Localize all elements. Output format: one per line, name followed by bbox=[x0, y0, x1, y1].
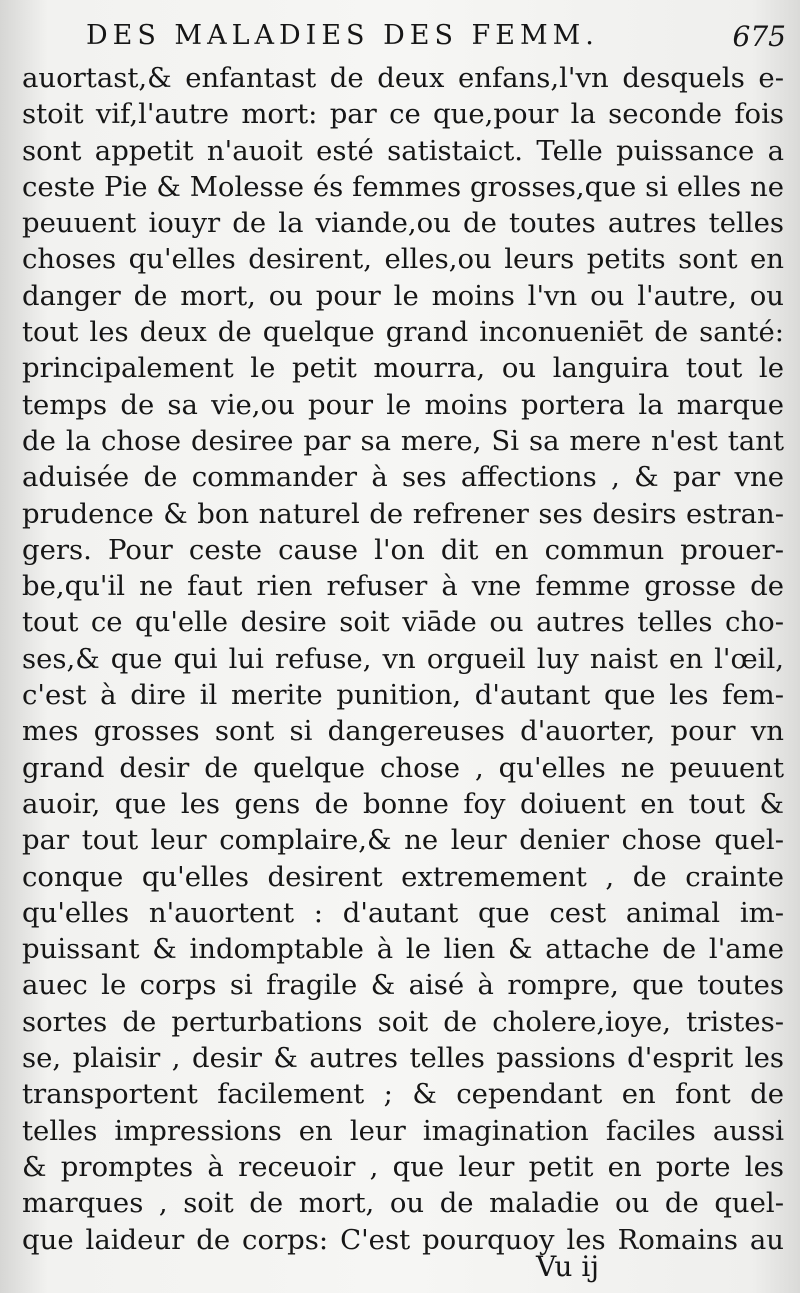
text-line: tout les deux de quelque grand inconueniēt de santé: bbox=[22, 316, 784, 349]
text-line: temps de sa vie,ou pour le moins portera la marque bbox=[22, 388, 784, 421]
text-line: c'est à dire il merite punition, d'autant que les fem- bbox=[22, 679, 784, 712]
text-line: stoit vif,l'autre mort: par ce que,pour la seconde fois bbox=[22, 98, 784, 131]
text-line: tout ce qu'elle desire soit viāde ou autres telles cho- bbox=[22, 606, 784, 639]
text-line: prudence & bon naturel de refrener ses desirs estran- bbox=[22, 497, 784, 530]
signature-mark: Vu ij bbox=[536, 1250, 599, 1283]
running-head: DES MALADIES DES FEMM. bbox=[86, 20, 599, 51]
text-line: grand desir de quelque chose , qu'elles ne peuuent bbox=[22, 751, 784, 784]
text-line: ceste Pie & Molesse és femmes grosses,que si elles ne bbox=[22, 170, 784, 203]
text-line: puissant & indomptable à le lien & attache de l'ame bbox=[22, 933, 784, 966]
page-number: 675 bbox=[732, 20, 786, 53]
text-line: par tout leur complaire,& ne leur denier chose quel- bbox=[22, 824, 784, 857]
text-line: sont appetit n'auoit esté satistaict. Telle puissance a bbox=[22, 134, 784, 167]
page-header bbox=[0, 14, 800, 62]
text-line: & promptes à receuoir , que leur petit en porte les bbox=[22, 1150, 784, 1183]
text-line: conque qu'elles desirent extremement , de crainte bbox=[22, 860, 784, 893]
text-line: be,qu'il ne faut rien refuser à vne femme grosse de bbox=[22, 570, 784, 603]
text-line: peuuent iouyr de la viande,ou de toutes autres telles bbox=[22, 207, 784, 240]
text-line: principalement le petit mourra, ou languira tout le bbox=[22, 352, 784, 385]
text-line: telles impressions en leur imagination faciles aussi bbox=[22, 1114, 784, 1147]
text-line: qu'elles n'auortent : d'autant que cest animal im- bbox=[22, 896, 784, 929]
text-line: marques , soit de mort, ou de maladie ou de quel- bbox=[22, 1187, 784, 1220]
text-line: choses qu'elles desirent, elles,ou leurs petits sont en bbox=[22, 243, 784, 276]
text-line: de la chose desiree par sa mere, Si sa mere n'est tant bbox=[22, 424, 784, 457]
text-line: aduisée de commander à ses affections , & par vne bbox=[22, 461, 784, 494]
text-line: auoir, que les gens de bonne foy doiuent en tout & bbox=[22, 787, 784, 820]
text-line: ses,& que qui lui refuse, vn orgueil luy naist en l'œil, bbox=[22, 642, 784, 675]
text-line: danger de mort, ou pour le moins l'vn ou l'autre, ou bbox=[22, 279, 784, 312]
body-text bbox=[22, 60, 784, 1258]
text-line: sortes de perturbations soit de cholere,ioye, tristes- bbox=[22, 1005, 784, 1038]
text-line: auec le corps si fragile & aisé à rompre, que toutes bbox=[22, 969, 784, 1002]
text-line: transportent facilement ; & cependant en font de bbox=[22, 1078, 784, 1111]
text-line: que laideur de corps: C'est pourquoy les Romains au bbox=[22, 1223, 784, 1256]
text-line: mes grosses sont si dangereuses d'auorter, pour vn bbox=[22, 715, 784, 748]
text-line: auortast,& enfantast de deux enfans,l'vn desquels e- bbox=[22, 62, 784, 94]
text-line: se, plaisir , desir & autres telles passions d'esprit les bbox=[22, 1042, 784, 1075]
text-line: gers. Pour ceste cause l'on dit en commun prouer- bbox=[22, 533, 784, 566]
